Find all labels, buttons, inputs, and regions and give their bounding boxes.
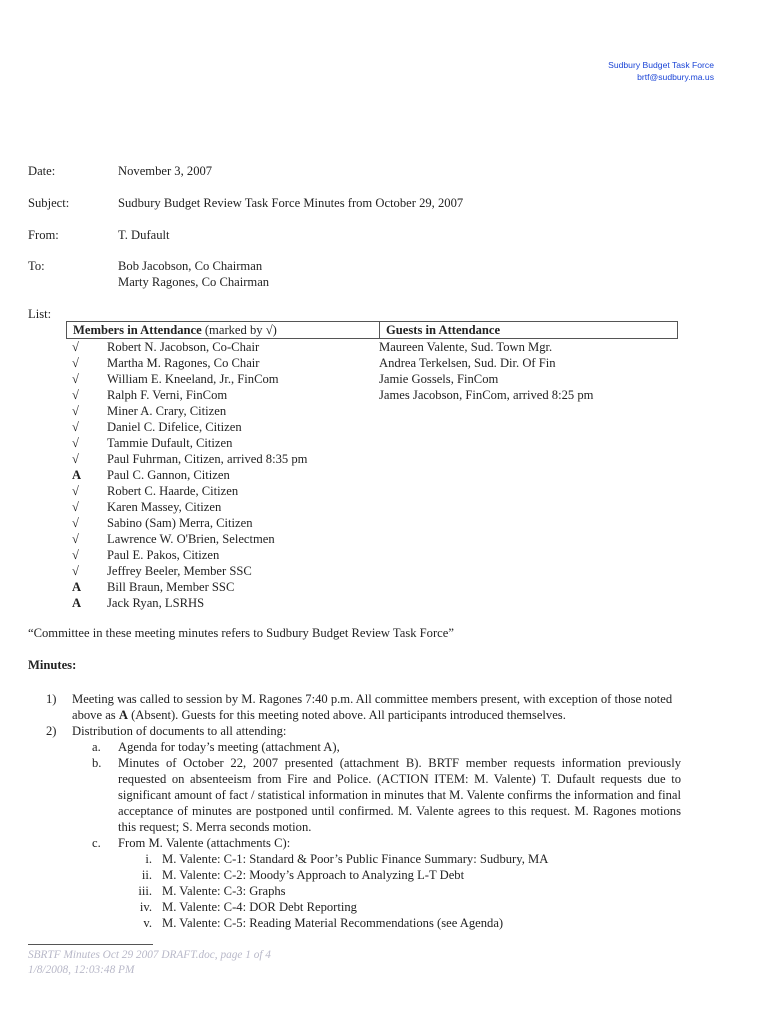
list-label: List: [28, 307, 52, 321]
check-mark-icon: √ [72, 356, 79, 370]
check-mark-icon: √ [72, 388, 79, 402]
org-name: Sudbury Budget Task Force [608, 60, 714, 70]
attachment-item [28, 899, 681, 915]
minutes-body [28, 691, 681, 931]
member-name: Paul E. Pakos, Citizen [107, 548, 220, 562]
absent-mark: A [72, 580, 82, 594]
member-name: William E. Kneeland, Jr., FinCom [107, 372, 279, 386]
member-name: Paul Fuhrman, Citizen, arrived 8:35 pm [107, 452, 308, 466]
members-list [66, 339, 366, 611]
member-name: Jeffrey Beeler, Member SSC [107, 564, 252, 578]
attachment-item [28, 915, 681, 931]
subject-label: Subject: [28, 196, 70, 210]
member-name: Ralph F. Verni, FinCom [107, 388, 228, 402]
footer-filename: SBRTF Minutes Oct 29 2007 DRAFT.doc, page 1 of 4 [28, 949, 271, 961]
member-name: Robert C. Haarde, Citizen [107, 484, 239, 498]
item-number: 1) [46, 692, 57, 706]
check-mark-icon: √ [72, 548, 79, 562]
subitem-letter: c. [92, 836, 101, 850]
guests-header [379, 322, 500, 338]
minutes-subitem-b [28, 755, 681, 835]
roman-numeral: ii. [141, 868, 152, 882]
attachment-list [28, 851, 681, 931]
member-name: Lawrence W. O'Brien, Selectmen [107, 532, 275, 546]
check-mark-icon: √ [72, 420, 79, 434]
check-mark-icon: √ [72, 516, 79, 530]
guest-row: Maureen Valente, Sud. Town Mgr. [379, 340, 553, 354]
member-row [66, 595, 366, 611]
member-row [66, 547, 366, 563]
member-name: Sabino (Sam) Merra, Citizen [107, 516, 253, 530]
item-text [72, 691, 681, 723]
guest-row: Andrea Terkelsen, Sud. Dir. Of Fin [379, 356, 556, 370]
from-label: From: [28, 228, 59, 242]
check-mark-icon: √ [72, 564, 79, 578]
attachment-item [28, 883, 681, 899]
attachment-text: M. Valente: C-4: DOR Debt Reporting [162, 900, 357, 914]
members-header-note: (marked by √) [201, 323, 277, 337]
member-row [66, 435, 366, 451]
date-label: Date: [28, 164, 56, 178]
absent-marker: A [118, 708, 128, 722]
minutes-subitem-a [28, 739, 681, 755]
guest-row: James Jacobson, FinCom, arrived 8:25 pm [379, 388, 594, 402]
item1-text-a: Meeting was called to session by M. Ragones 7:40 p.m. All committee members present, with exception of those noted above as [72, 692, 673, 722]
to-recipient: Marty Ragones, Co Chairman [118, 275, 270, 289]
member-name: Karen Massey, Citizen [107, 500, 222, 514]
subitem-text: Agenda for today’s meeting (attachment A), [118, 740, 340, 754]
org-email[interactable]: brtf@sudbury.ma.us [637, 72, 714, 82]
attendance-header-row [66, 321, 678, 339]
date-value: November 3, 2007 [118, 164, 213, 178]
member-name: Tammie Dufault, Citizen [107, 436, 233, 450]
member-row [66, 387, 366, 403]
attachment-text: M. Valente: C-1: Standard & Poor’s Public Finance Summary: Sudbury, MA [162, 852, 549, 866]
minutes-heading: Minutes: [28, 658, 77, 672]
attachment-item [28, 851, 681, 867]
member-row [66, 579, 366, 595]
member-row [66, 355, 366, 371]
attachment-text: M. Valente: C-2: Moody’s Approach to Analyzing L-T Debt [162, 868, 465, 882]
item-text: Distribution of documents to all attending: [72, 724, 287, 738]
check-mark-icon: √ [72, 436, 79, 450]
check-mark-icon: √ [72, 500, 79, 514]
letterhead [608, 59, 714, 83]
from-value: T. Dufault [118, 228, 170, 242]
member-name: Robert N. Jacobson, Co-Chair [107, 340, 260, 354]
roman-numeral: i. [145, 852, 152, 866]
check-mark-icon: √ [72, 340, 79, 354]
absent-mark: A [72, 596, 82, 610]
roman-numeral: iii. [138, 884, 152, 898]
members-header [73, 322, 277, 338]
footer-timestamp: 1/8/2008, 12:03:48 PM [28, 964, 135, 976]
attachment-text: M. Valente: C-5: Reading Material Recommendations (see Agenda) [162, 916, 504, 930]
member-row [66, 467, 366, 483]
subitem-text: Minutes of October 22, 2007 presented (attachment B). BRTF member requests information previously requested on absenteeism from Fire and Police. (ACTION ITEM: M. Valente) T. Dufault requests due to significant amount of fact / statistical information in minutes that M. Valente confirms the information and final acceptance of minutes are postponed until confirmed. M. Valente agrees to this request. M. Ragones motions this request; S. Merra seconds motion. [118, 756, 681, 834]
roman-numeral: iv. [139, 900, 152, 914]
check-mark-icon: √ [72, 484, 79, 498]
member-row [66, 531, 366, 547]
committee-note: “Committee in these meeting minutes refers to Sudbury Budget Review Task Force” [28, 626, 454, 640]
guest-row: Jamie Gossels, FinCom [379, 372, 499, 386]
member-row [66, 515, 366, 531]
to-label: To: [28, 259, 45, 273]
member-name: Daniel C. Difelice, Citizen [107, 420, 242, 434]
attendance-table [66, 321, 678, 610]
subitem-letter: a. [92, 740, 101, 754]
member-name: Paul C. Gannon, Citizen [107, 468, 230, 482]
member-row [66, 419, 366, 435]
absent-mark: A [72, 468, 82, 482]
member-row [66, 371, 366, 387]
minutes-item-2 [28, 723, 681, 739]
check-mark-icon: √ [72, 372, 79, 386]
footer [28, 948, 271, 978]
minutes-subitem-c [28, 835, 681, 851]
member-row [66, 451, 366, 467]
subitem-text: From M. Valente (attachments C): [118, 836, 291, 850]
member-name: Martha M. Ragones, Co Chair [107, 356, 260, 370]
subitem-letter: b. [92, 756, 102, 770]
member-row [66, 499, 366, 515]
subject-value: Sudbury Budget Review Task Force Minutes from October 29, 2007 [118, 196, 464, 210]
member-row [66, 483, 366, 499]
to-field [28, 258, 728, 290]
members-header-bold: Members in Attendance [73, 323, 202, 337]
item1-text-b: (Absent). Guests for this meeting noted above. All participants introduced themselves. [127, 708, 566, 722]
member-name: Bill Braun, Member SSC [107, 580, 235, 594]
check-mark-icon: √ [72, 404, 79, 418]
to-value [118, 258, 269, 290]
footer-rule [28, 944, 153, 945]
item-number: 2) [46, 724, 57, 738]
guests-header-text: Guests in Attendance [386, 323, 501, 337]
member-row [66, 403, 366, 419]
to-recipient: Bob Jacobson, Co Chairman [118, 259, 263, 273]
attachment-text: M. Valente: C-3: Graphs [162, 884, 286, 898]
check-mark-icon: √ [72, 532, 79, 546]
member-name: Miner A. Crary, Citizen [107, 404, 227, 418]
roman-numeral: v. [143, 916, 152, 930]
member-name: Jack Ryan, LSRHS [107, 596, 205, 610]
attachment-item [28, 867, 681, 883]
check-mark-icon: √ [72, 452, 79, 466]
member-row [66, 563, 366, 579]
guests-list [379, 339, 679, 403]
member-row [66, 339, 366, 355]
minutes-item-1 [28, 691, 681, 723]
